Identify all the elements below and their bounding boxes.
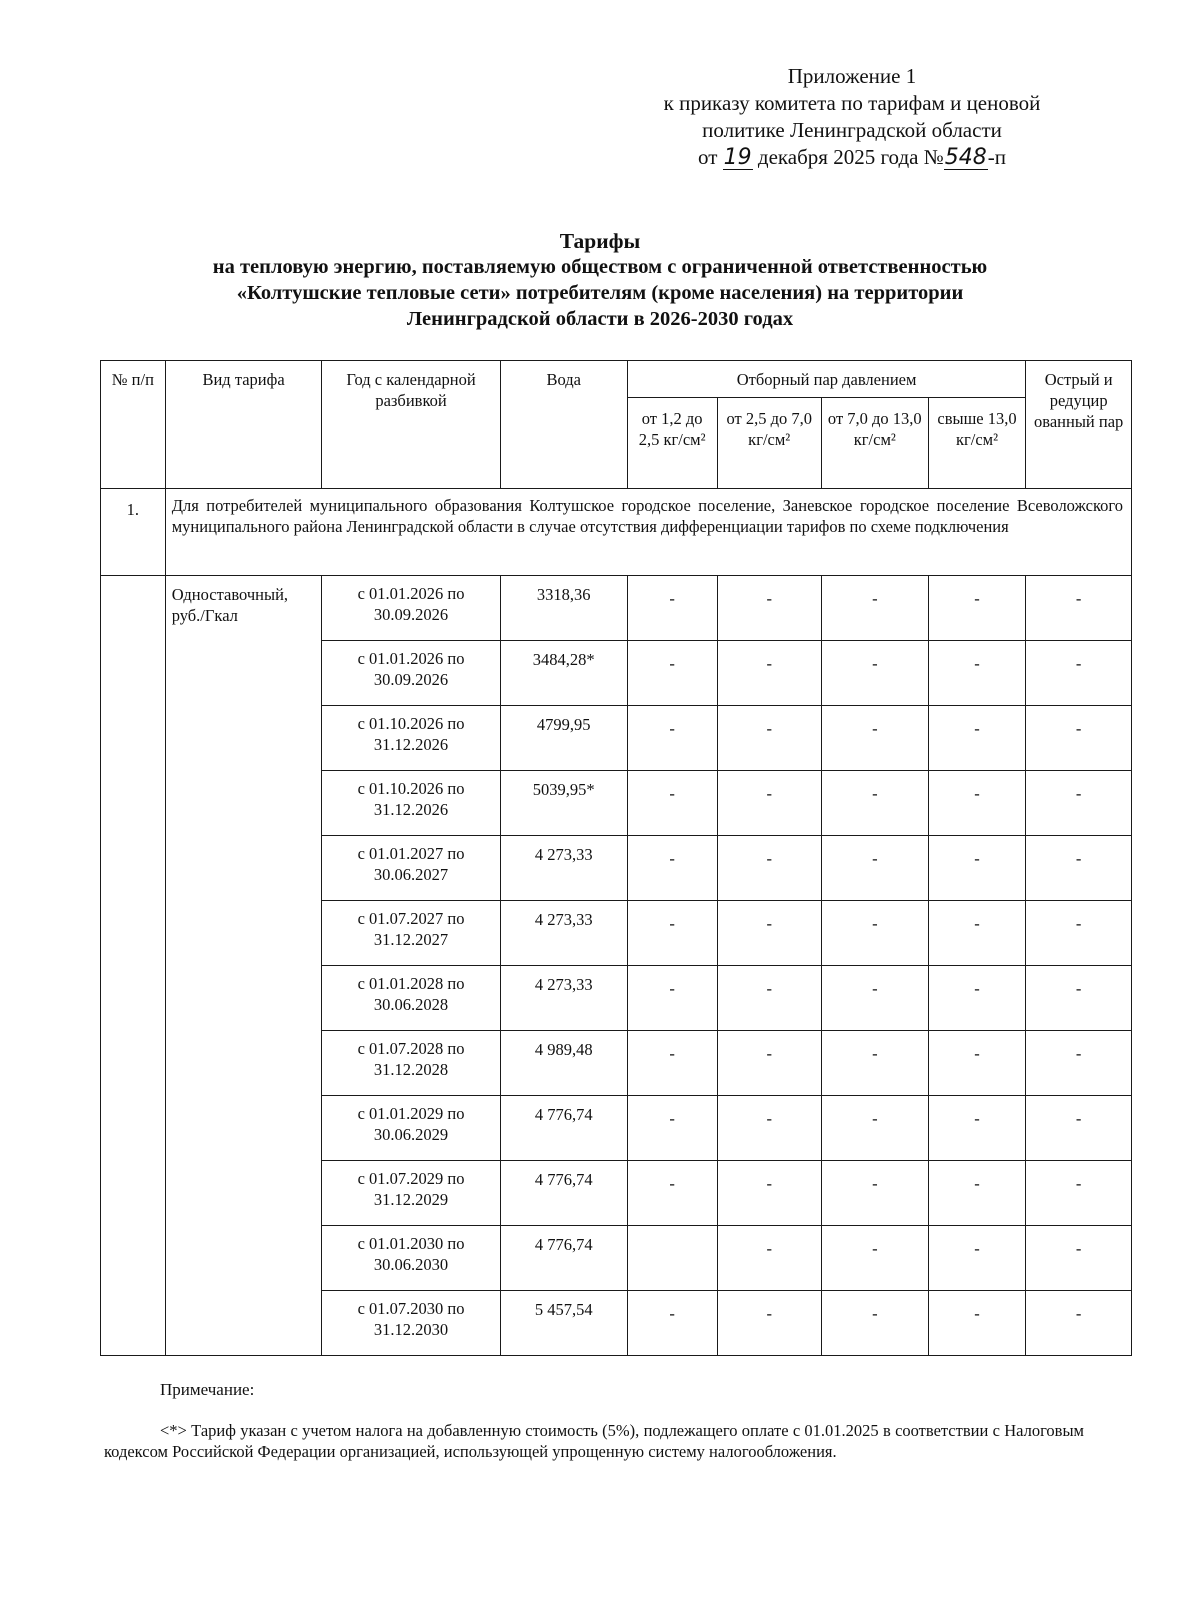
steam-s1-cell: - bbox=[627, 1096, 717, 1161]
order-suffix: -п bbox=[987, 145, 1006, 169]
steam-s3-cell: - bbox=[821, 836, 928, 901]
period-cell: с 01.01.2029 по 30.06.2029 bbox=[322, 1096, 500, 1161]
water-tariff-cell: 4 273,33 bbox=[500, 966, 627, 1031]
period-cell: с 01.01.2030 по 30.06.2030 bbox=[322, 1226, 500, 1291]
header-line-1: Приложение 1 bbox=[787, 64, 917, 88]
table-row bbox=[101, 576, 1132, 641]
period-cell: с 01.10.2026 по 31.12.2026 bbox=[322, 771, 500, 836]
steam-s4-cell: - bbox=[928, 1226, 1026, 1291]
steam-s2-cell: - bbox=[717, 1096, 821, 1161]
steam-s1-cell: - bbox=[627, 706, 717, 771]
steam-s3-cell: - bbox=[821, 1096, 928, 1161]
steam-sharp-cell: - bbox=[1026, 641, 1132, 706]
period-cell: с 01.01.2026 по 30.09.2026 bbox=[322, 576, 500, 641]
water-tariff-cell: 4 273,33 bbox=[500, 836, 627, 901]
tariff-table bbox=[100, 360, 1132, 1356]
steam-s3-cell: - bbox=[821, 1226, 928, 1291]
steam-s2-cell: - bbox=[717, 901, 821, 966]
steam-s3-cell: - bbox=[821, 1031, 928, 1096]
steam-sharp-cell: - bbox=[1026, 836, 1132, 901]
steam-sharp-cell: - bbox=[1026, 1096, 1132, 1161]
period-cell: с 01.01.2026 по 30.09.2026 bbox=[322, 641, 500, 706]
steam-s2-cell: - bbox=[717, 706, 821, 771]
steam-sharp-cell: - bbox=[1026, 771, 1132, 836]
steam-sharp-cell: - bbox=[1026, 1226, 1132, 1291]
header-num: № п/п bbox=[101, 361, 166, 489]
period-cell: с 01.01.2028 по 30.06.2028 bbox=[322, 966, 500, 1031]
period-cell: с 01.07.2028 по 31.12.2028 bbox=[322, 1031, 500, 1096]
steam-sharp-cell: - bbox=[1026, 966, 1132, 1031]
note-text: <*> Тариф указан с учетом налога на добавленную стоимость (5%), подлежащего оплате с 01.01.2025 в соответствии с Налоговым кодексом Российской Федерации организацией, использующей упрощенную систему налогообложения. bbox=[104, 1421, 1084, 1461]
steam-s2-cell: - bbox=[717, 966, 821, 1031]
header-line-2: к приказу комитета по тарифам и ценовой bbox=[663, 91, 1041, 115]
steam-s4-cell: - bbox=[928, 836, 1026, 901]
steam-s1-cell: - bbox=[627, 836, 717, 901]
steam-s2-cell: - bbox=[717, 1291, 821, 1356]
section-description: Для потребителей муниципального образования Колтушское городское поселение, Заневское городское поселение Всеволожского муниципального района Ленинградской области в случае отсутствия дифференциации тарифов по схеме подключения bbox=[165, 489, 1131, 576]
steam-s4-cell: - bbox=[928, 641, 1026, 706]
steam-s1-cell: - bbox=[627, 1161, 717, 1226]
steam-sharp-cell: - bbox=[1026, 901, 1132, 966]
header-steam-3: от 7,0 до 13,0 кг/см² bbox=[821, 398, 928, 489]
section-row bbox=[101, 489, 1132, 576]
handwritten-day: 19 bbox=[723, 145, 752, 170]
steam-s2-cell: - bbox=[717, 771, 821, 836]
steam-s2-cell: - bbox=[717, 576, 821, 641]
header-row-1 bbox=[101, 361, 1132, 398]
handwritten-order-number: 548 bbox=[944, 145, 987, 170]
title-line-3: Ленинградской области в 2026-2030 годах bbox=[406, 308, 794, 330]
period-cell: с 01.07.2029 по 31.12.2029 bbox=[322, 1161, 500, 1226]
steam-s2-cell: - bbox=[717, 836, 821, 901]
title-main: Тарифы bbox=[559, 229, 641, 253]
header-steam-2: от 2,5 до 7,0 кг/см² bbox=[717, 398, 821, 489]
water-tariff-cell: 5039,95* bbox=[500, 771, 627, 836]
header-steam-4: свыше 13,0 кг/см² bbox=[928, 398, 1026, 489]
period-cell: с 01.07.2030 по 31.12.2030 bbox=[322, 1291, 500, 1356]
steam-s2-cell: - bbox=[717, 1031, 821, 1096]
steam-sharp-cell: - bbox=[1026, 1291, 1132, 1356]
period-cell: с 01.07.2027 по 31.12.2027 bbox=[322, 901, 500, 966]
water-tariff-cell: 4 273,33 bbox=[500, 901, 627, 966]
steam-s4-cell: - bbox=[928, 1161, 1026, 1226]
section-number: 1. bbox=[101, 489, 166, 576]
steam-s1-cell: - bbox=[627, 1031, 717, 1096]
steam-s4-cell: - bbox=[928, 1031, 1026, 1096]
steam-s4-cell: - bbox=[928, 901, 1026, 966]
header-water: Вода bbox=[500, 361, 627, 489]
steam-s4-cell: - bbox=[928, 966, 1026, 1031]
steam-sharp-cell: - bbox=[1026, 576, 1132, 641]
steam-s2-cell: - bbox=[717, 641, 821, 706]
steam-s3-cell: - bbox=[821, 576, 928, 641]
header-type: Вид тарифа bbox=[165, 361, 322, 489]
steam-sharp-cell: - bbox=[1026, 706, 1132, 771]
water-tariff-cell: 4799,95 bbox=[500, 706, 627, 771]
header-year: Год с календарной разбивкой bbox=[322, 361, 500, 489]
water-tariff-cell: 3318,36 bbox=[500, 576, 627, 641]
water-tariff-cell: 5 457,54 bbox=[500, 1291, 627, 1356]
title-line-2: «Колтушские тепловые сети» потребителям (кроме населения) на территории bbox=[236, 282, 964, 304]
header-date-line bbox=[622, 144, 1082, 171]
header-sharp-steam: Острый и редуцир ованный пар bbox=[1026, 361, 1132, 489]
water-tariff-cell: 4 776,74 bbox=[500, 1226, 627, 1291]
steam-s3-cell: - bbox=[821, 1291, 928, 1356]
note-label: Примечание: bbox=[160, 1380, 255, 1399]
header-steam-group: Отборный пар давлением bbox=[627, 361, 1026, 398]
appendix-header bbox=[622, 63, 1082, 171]
steam-s1-cell bbox=[627, 1226, 717, 1291]
steam-s1-cell: - bbox=[627, 966, 717, 1031]
date-prefix: от bbox=[698, 145, 718, 169]
period-cell: с 01.01.2027 по 30.06.2027 bbox=[322, 836, 500, 901]
tariff-type-cell: Одноставочный, руб./Гкал bbox=[165, 576, 322, 1356]
steam-s1-cell: - bbox=[627, 901, 717, 966]
steam-s3-cell: - bbox=[821, 771, 928, 836]
water-tariff-cell: 4 989,48 bbox=[500, 1031, 627, 1096]
steam-s3-cell: - bbox=[821, 641, 928, 706]
steam-s2-cell: - bbox=[717, 1161, 821, 1226]
water-tariff-cell: 3484,28* bbox=[500, 641, 627, 706]
water-tariff-cell: 4 776,74 bbox=[500, 1096, 627, 1161]
steam-s1-cell: - bbox=[627, 1291, 717, 1356]
steam-s1-cell: - bbox=[627, 576, 717, 641]
steam-s3-cell: - bbox=[821, 966, 928, 1031]
steam-s3-cell: - bbox=[821, 1161, 928, 1226]
steam-s2-cell: - bbox=[717, 1226, 821, 1291]
steam-s4-cell: - bbox=[928, 1291, 1026, 1356]
steam-s1-cell: - bbox=[627, 771, 717, 836]
steam-s4-cell: - bbox=[928, 771, 1026, 836]
header-steam-1: от 1,2 до 2,5 кг/см² bbox=[627, 398, 717, 489]
steam-s1-cell: - bbox=[627, 641, 717, 706]
period-cell: с 01.10.2026 по 31.12.2026 bbox=[322, 706, 500, 771]
empty-num-cell bbox=[101, 576, 166, 1356]
steam-s4-cell: - bbox=[928, 576, 1026, 641]
steam-s4-cell: - bbox=[928, 1096, 1026, 1161]
document-title bbox=[100, 228, 1100, 332]
steam-s3-cell: - bbox=[821, 706, 928, 771]
water-tariff-cell: 4 776,74 bbox=[500, 1161, 627, 1226]
steam-sharp-cell: - bbox=[1026, 1031, 1132, 1096]
date-rest: декабря 2025 года № bbox=[757, 145, 944, 169]
steam-s4-cell: - bbox=[928, 706, 1026, 771]
title-line-1: на тепловую энергию, поставляемую обществом с ограниченной ответственностью bbox=[212, 256, 988, 278]
header-line-3: политике Ленинградской области bbox=[702, 118, 1002, 142]
steam-sharp-cell: - bbox=[1026, 1161, 1132, 1226]
steam-s3-cell: - bbox=[821, 901, 928, 966]
